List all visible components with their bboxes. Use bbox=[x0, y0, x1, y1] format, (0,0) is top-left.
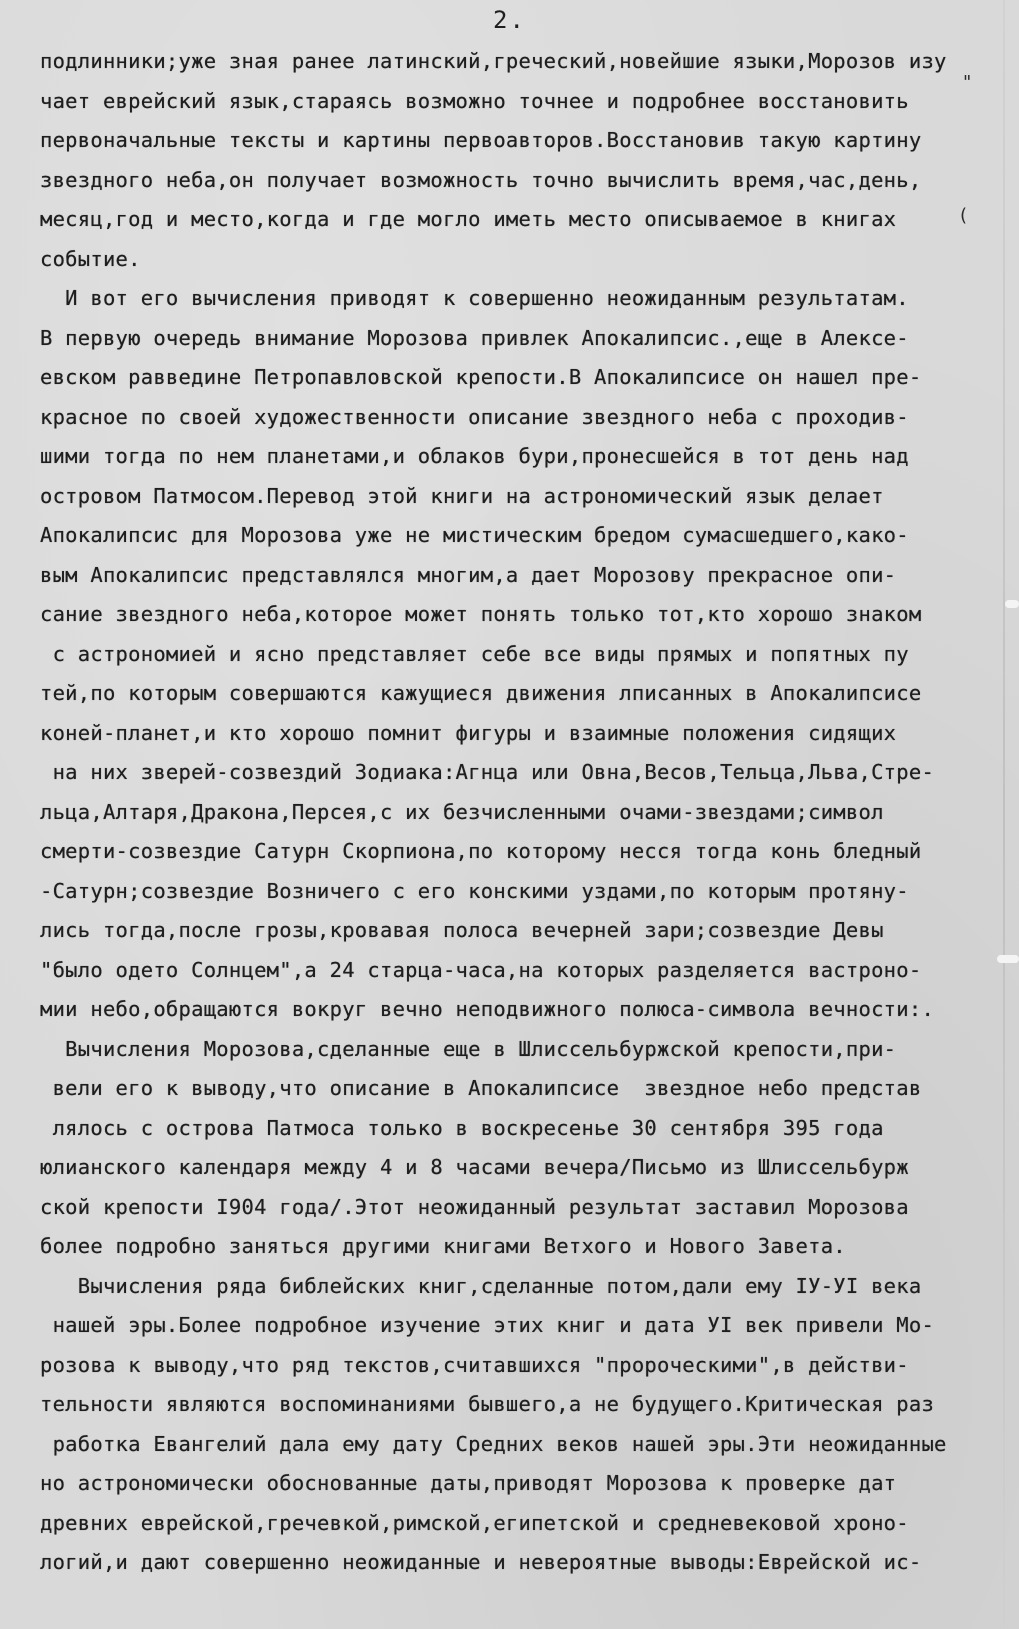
text-line: логий,и дают совершенно неожиданные и невероятные выводы:Еврейской ис- bbox=[40, 1550, 922, 1574]
text-line: юлианского календаря между 4 и 8 часами вечера/Письмо из Шлиссельбурж bbox=[40, 1155, 909, 1179]
text-line: Апокалипсис для Морозова уже не мистическим бредом сумасшедшего,како- bbox=[40, 523, 909, 547]
text-line: первоначальные тексты и картины первоавторов.Восстановив такую картину bbox=[40, 128, 922, 152]
text-line: древних еврейской,гречевкой,римской,египетской и средневековой хроно- bbox=[40, 1510, 909, 1535]
edge-smudge bbox=[1005, 600, 1019, 608]
page-number: 2. bbox=[493, 6, 526, 34]
text-line: Вычисления ряда библейских книг,сделанные потом,дали ему IУ-УI века bbox=[40, 1273, 922, 1298]
edge-smudge bbox=[997, 955, 1019, 963]
text-line: льца,Алтаря,Дракона,Персея,с их безчисленными очами-звездами;символ bbox=[40, 799, 884, 824]
text-line: звездного неба,он получает возможность точно вычислить время,час,день, bbox=[40, 167, 922, 192]
text-line: шими тогда по нем планетами,и облаков бури,пронесшейся в тот день над bbox=[40, 444, 909, 468]
text-line: но астрономически обоснованные даты,приводят Морозова к проверке дат bbox=[40, 1471, 897, 1495]
body-text bbox=[40, 42, 1000, 1583]
text-line: "было одето Солнцем",а 24 старца-часа,на которых разделяется вастроно- bbox=[40, 957, 922, 982]
text-line: тей,по которым совершаются кажущиеся движения лписанных в Апокалипсисе bbox=[40, 681, 922, 705]
text-line: коней-планет,и кто хорошо помнит фигуры и взаимные положения сидящих bbox=[40, 720, 897, 745]
text-line: -Сатурн;созвездие Возничего с его конскими уздами,по которым протяну- bbox=[40, 878, 909, 903]
text-line: красное по своей художественности описание звездного неба с проходив- bbox=[40, 404, 909, 429]
text-line: вым Апокалипсис представлялся многим,а дает Морозову прекрасное опи- bbox=[40, 562, 897, 587]
text-line: событие. bbox=[40, 246, 141, 271]
page-edge-shadow bbox=[1003, 0, 1005, 1629]
text-line: тельности являются воспоминаниями бывшего,а не будущего.Критическая раз bbox=[40, 1392, 935, 1416]
text-line: чает еврейский язык,стараясь возможно точнее и подробнее восстановить bbox=[40, 88, 909, 113]
text-line: сание звездного неба,которое может понять только тот,кто хорошо знаком bbox=[40, 602, 922, 626]
text-line: подлинники;уже зная ранее латинский,греческий,новейшие языки,Морозов изу bbox=[40, 49, 947, 73]
text-line: лялось с острова Патмоса только в воскресенье 30 сентября 395 года bbox=[40, 1115, 884, 1140]
text-line: И вот его вычисления приводят к совершенно неожиданным результатам. bbox=[40, 286, 909, 310]
text-line: островом Патмосом.Перевод этой книги на астрономический язык делает bbox=[40, 483, 884, 508]
text-line: евском равведине Петропавловской крепости.В Апокалипсисе он нашел пре- bbox=[40, 365, 922, 389]
text-line: ской крепости I904 года/.Этот неожиданный результат заставил Морозова bbox=[40, 1194, 909, 1219]
text-line: месяц,год и место,когда и где могло иметь место описываемое в книгах bbox=[40, 207, 897, 231]
text-line: Вычисления Морозова,сделанные еще в Шлиссельбуржской крепости,при- bbox=[40, 1036, 897, 1061]
text-line: мии небо,обращаются вокруг вечно неподвижного полюса-символа вечности:. bbox=[40, 997, 935, 1021]
text-line: работка Евангелий дала ему дату Средних веков нашей эры.Эти неожиданные bbox=[40, 1431, 947, 1456]
text-line: с астрономией и ясно представляет себе все виды прямых и попятных пу bbox=[40, 641, 909, 666]
text-line: лись тогда,после грозы,кровавая полоса вечерней зари;созвездие Девы bbox=[40, 918, 884, 942]
text-line: на них зверей-созвездий Зодиака:Агнца или Овна,Весов,Тельца,Льва,Стре- bbox=[40, 760, 935, 784]
text-line: нашей эры.Более подробное изучение этих книг и дата УI век привели Мо- bbox=[40, 1313, 935, 1337]
text-line: смерти-созвездие Сатурн Скорпиона,по которому несся тогда конь бледный bbox=[40, 839, 922, 863]
margin-mark: ( bbox=[960, 205, 968, 226]
text-line: розова к выводу,что ряд текстов,считавшихся "пророческими",в действи- bbox=[40, 1352, 909, 1377]
text-line: В первую очередь внимание Морозова привлек Апокалипсис.,еще в Алексе- bbox=[40, 325, 909, 350]
text-line: более подробно заняться другими книгами Ветхого и Нового Завета. bbox=[40, 1234, 846, 1258]
margin-mark: " bbox=[963, 72, 972, 93]
text-line: вели его к выводу,что описание в Апокалипсисе звездное небо представ bbox=[40, 1076, 922, 1100]
